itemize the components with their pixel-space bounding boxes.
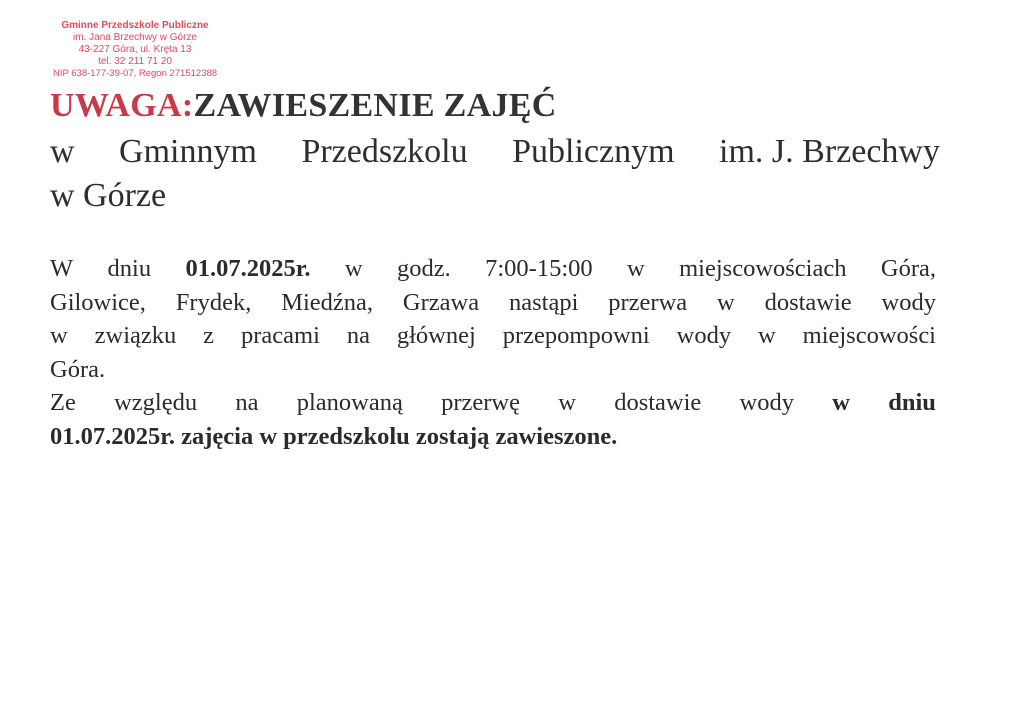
outage-hours: 7:00-15:00 xyxy=(485,255,593,282)
body-line: Gilowice, Frydek, Miedźna, Grzawa nastąpi przerwa w dostawie wody xyxy=(50,288,936,316)
subtitle-line-1 xyxy=(50,130,940,174)
body-word: miejscowościach xyxy=(679,255,847,282)
stamp-line: NIP 638-177-39-07, Regon 271512388 xyxy=(52,68,218,79)
body-word: w xyxy=(627,255,645,282)
subtitle-word: im. J. Brzechwy xyxy=(719,133,940,170)
stamp-title: Gminne Przedszkole Publiczne xyxy=(61,20,209,31)
body-word: na xyxy=(235,389,259,416)
body-word: względu xyxy=(114,389,198,416)
stamp-line: 43-227 Góra, ul. Kręta 13 xyxy=(78,44,192,55)
subtitle-word: Przedszkolu xyxy=(301,133,468,170)
body-word-bold: dniu xyxy=(888,389,936,416)
body-word: wody xyxy=(739,389,794,416)
uwaga-label: UWAGA: xyxy=(50,87,194,124)
body-word-bold: w xyxy=(832,389,850,416)
subtitle-line-2: w Górze xyxy=(50,177,167,214)
body-line: w związku z pracami na głównej przepompowni wody w miejscowości xyxy=(50,322,936,349)
institution-stamp xyxy=(20,20,250,80)
body-word: W xyxy=(50,255,74,282)
suspension-text: 01.07.2025r. zajęcia w przedszkolu zostają zawieszone. xyxy=(50,422,618,450)
outage-date: 01.07.2025r. xyxy=(185,255,311,282)
body-word: w xyxy=(558,389,576,416)
suspension-statement xyxy=(50,420,936,454)
body-word: dniu xyxy=(107,255,152,282)
notice-body xyxy=(50,252,936,453)
body-word: godz. xyxy=(396,255,451,282)
body-line xyxy=(50,386,936,420)
subtitle-word: Publicznym xyxy=(512,133,675,170)
body-line: Góra. xyxy=(50,355,106,383)
body-word: przerwę xyxy=(441,389,520,416)
subtitle-word: w xyxy=(50,133,75,170)
stamp-line: tel. 32 211 71 20 xyxy=(98,56,172,67)
body-word: w xyxy=(344,255,363,282)
notice-subtitle xyxy=(50,130,940,218)
body-word: Góra, xyxy=(880,255,936,282)
body-word: dostawie xyxy=(614,389,702,416)
body-word: planowaną xyxy=(296,389,403,416)
subtitle-word: Gminnym xyxy=(119,133,257,170)
body-line xyxy=(50,252,936,286)
notice-headline xyxy=(50,86,557,126)
stamp-line: im. Jana Brzechwy w Górze xyxy=(73,32,197,43)
headline-title: ZAWIESZENIE ZAJĘĆ xyxy=(193,87,557,124)
body-word: Ze xyxy=(50,389,76,416)
